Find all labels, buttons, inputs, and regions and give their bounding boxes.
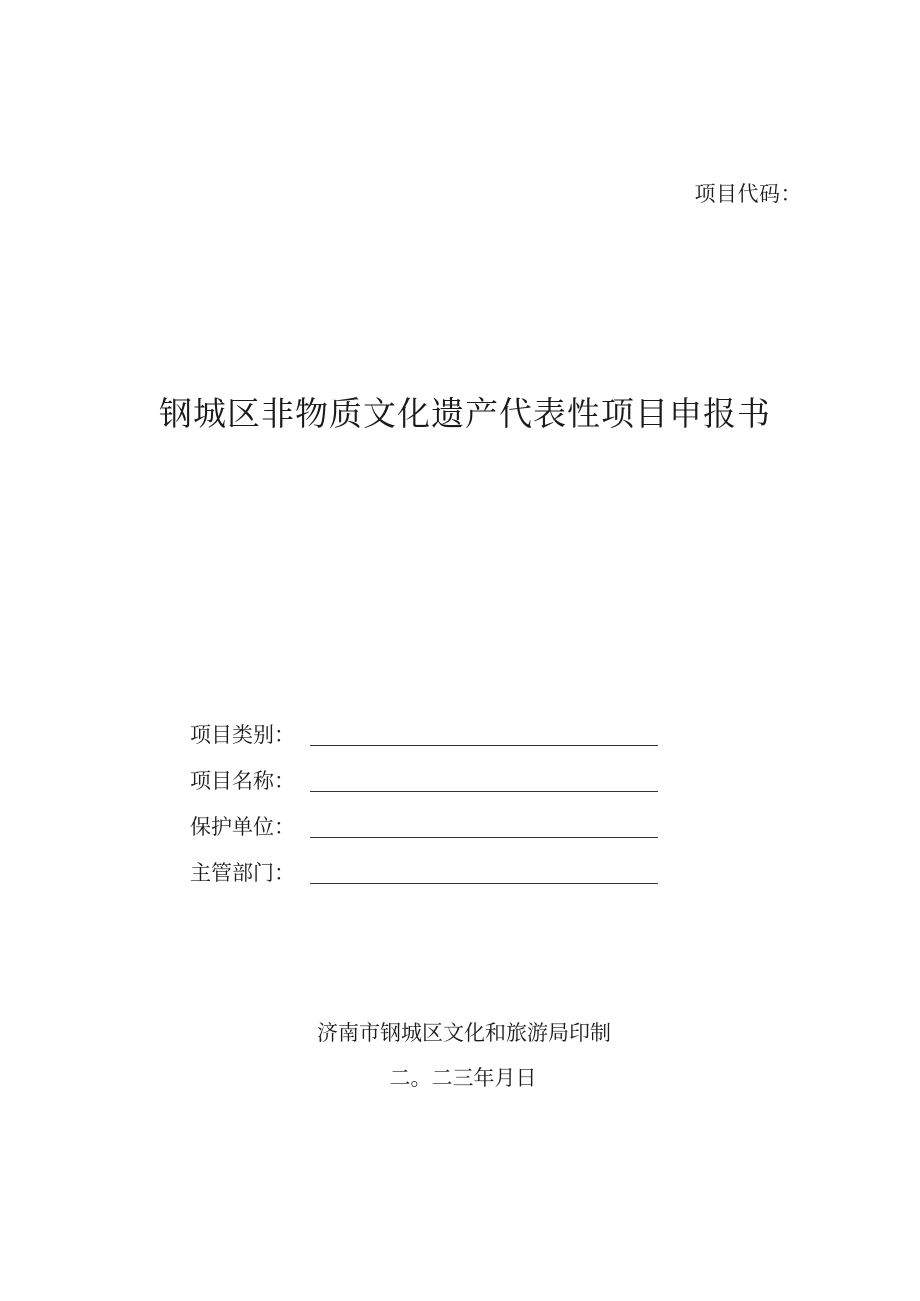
field-blank-protection-unit[interactable]	[310, 809, 658, 838]
form-row-category	[190, 704, 670, 750]
field-label-category: 项目类别：	[190, 723, 295, 747]
issue-date: 二。二三年月日	[389, 1066, 537, 1090]
field-blank-name[interactable]	[310, 763, 658, 792]
form-row-name	[190, 750, 670, 796]
form-row-department	[190, 842, 670, 888]
application-form	[190, 704, 670, 888]
field-label-department: 主管部门：	[190, 861, 295, 885]
field-label-name: 项目名称：	[190, 769, 295, 793]
field-label-protection-unit: 保护单位：	[190, 815, 295, 839]
issuer-text: 济南市钢城区文化和旅游局印制	[317, 1021, 611, 1045]
field-blank-category[interactable]	[310, 717, 658, 746]
field-blank-department[interactable]	[310, 855, 658, 884]
project-code-label: 项目代码：	[694, 182, 802, 206]
form-row-protection-unit	[190, 796, 670, 842]
document-title: 钢城区非物质文化遗产代表性项目申报书	[159, 394, 771, 433]
document-footer	[0, 1013, 920, 1098]
